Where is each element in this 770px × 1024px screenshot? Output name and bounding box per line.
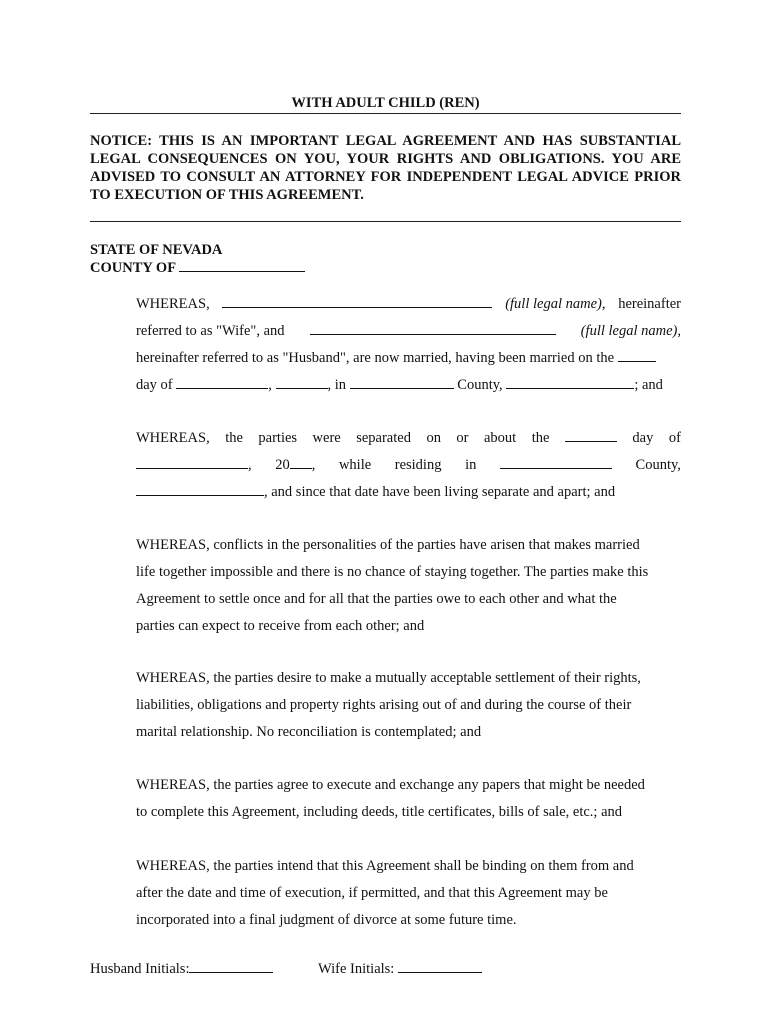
marriage-month-blank[interactable] (176, 376, 268, 389)
para-line: to complete this Agreement, including deeds, title certificates, bills of sale, etc.; and (136, 804, 623, 820)
para-line (136, 429, 681, 447)
husband-initials-label: Husband Initials: (90, 961, 190, 977)
wife-initials (318, 960, 482, 978)
notice-paragraph: NOTICE: THIS IS AN IMPORTANT LEGAL AGREEMENT AND HAS SUBSTANTIAL LEGAL CONSEQUENCES ON YOU, YOUR RIGHTS AND OBLIGATIONS. YOU ARE ADVISED TO CONSULT AN ATTORNEY FOR INDEPENDENT LEGAL ADVICE PRIOR TO EXECUTION OF THIS AGREEMENT. (90, 133, 681, 203)
para-text: WHEREAS, (136, 430, 210, 446)
separation-year-blank[interactable] (290, 456, 312, 469)
marriage-year-blank[interactable] (276, 376, 328, 389)
para-line: Agreement to settle once and for all that the parties owe to each other and what the (136, 591, 617, 607)
para-text: day (632, 430, 654, 446)
para-line: WHEREAS, conflicts in the personalities of the parties have arisen that makes married (136, 537, 640, 553)
para-text: (full legal name), (505, 296, 606, 312)
venue-block (90, 241, 305, 277)
para-line: WHEREAS, the parties agree to execute and exchange any papers that might be needed (136, 777, 645, 793)
husband-initials (90, 960, 273, 978)
para-text: County, (457, 377, 503, 393)
wife-initials-blank[interactable] (398, 960, 482, 973)
para-text: or (456, 430, 469, 446)
notice-rule (90, 221, 681, 222)
para-text: on (426, 430, 441, 446)
para-text: hereinafter referred to as "Husband", are now married, having been married on the (136, 350, 615, 366)
title-rule (90, 113, 681, 114)
para-line (136, 322, 681, 340)
para-text: hereinafter (618, 296, 681, 312)
marriage-county-blank[interactable] (350, 376, 454, 389)
county-label: COUNTY OF (90, 260, 176, 276)
county-blank[interactable] (179, 259, 305, 272)
document-title: WITH ADULT CHILD (REN) (291, 95, 480, 111)
para-line: life together impossible and there is no chance of staying together. The parties make this (136, 564, 649, 580)
para-text: WHEREAS, (136, 296, 210, 312)
para-line (136, 349, 681, 367)
para-line (136, 295, 681, 313)
para-text: , (311, 457, 316, 473)
county-line (90, 259, 305, 277)
para-text: the (531, 430, 550, 446)
para-text: about (484, 430, 517, 446)
husband-name-blank[interactable] (310, 322, 556, 335)
para-text: day of (136, 377, 173, 393)
marriage-day-blank[interactable] (618, 349, 656, 362)
para-text: referred to as "Wife", and (136, 323, 285, 339)
separation-month-blank[interactable] (136, 456, 248, 469)
residence-state-blank[interactable] (136, 483, 264, 496)
para-text: in (465, 457, 477, 473)
para-text: the (225, 430, 243, 446)
para-text: were (312, 430, 341, 446)
para-line: parties can expect to receive from each other; and (136, 618, 425, 634)
para-line: WHEREAS, the parties intend that this Agreement shall be binding on them from and (136, 858, 634, 874)
para-text: ; and (634, 377, 663, 393)
para-line: liabilities, obligations and property rights arising out of and during the course of their (136, 697, 632, 713)
husband-initials-blank[interactable] (189, 960, 273, 973)
para-text: residing (394, 457, 442, 473)
para-text: , (268, 377, 272, 393)
para-line (136, 483, 681, 501)
para-text: , and since that date have been living separate and apart; and (264, 484, 616, 500)
para-text: separated (356, 430, 411, 446)
para-text: parties (258, 430, 298, 446)
residence-county-blank[interactable] (500, 456, 612, 469)
para-text: , (248, 457, 252, 473)
para-line: WHEREAS, the parties desire to make a mutually acceptable settlement of their rights, (136, 670, 641, 686)
para-text: of (668, 430, 681, 446)
wife-initials-label: Wife Initials: (318, 961, 395, 977)
para-line: marital relationship. No reconciliation is contemplated; and (136, 724, 482, 740)
para-line (136, 456, 681, 474)
wife-name-blank[interactable] (222, 295, 492, 308)
state-line: STATE OF NEVADA (90, 242, 223, 258)
para-line (136, 376, 681, 394)
marriage-state-blank[interactable] (506, 376, 634, 389)
para-text: County, (635, 457, 681, 473)
para-text: while (338, 457, 372, 473)
para-line: after the date and time of execution, if permitted, and that this Agreement may be (136, 885, 608, 901)
para-line: incorporated into a final judgment of divorce at some future time. (136, 912, 517, 928)
para-text: 20 (275, 457, 290, 473)
separation-day-blank[interactable] (565, 429, 617, 442)
para-text: (full legal name), (580, 323, 681, 339)
para-text: , in (327, 377, 347, 393)
